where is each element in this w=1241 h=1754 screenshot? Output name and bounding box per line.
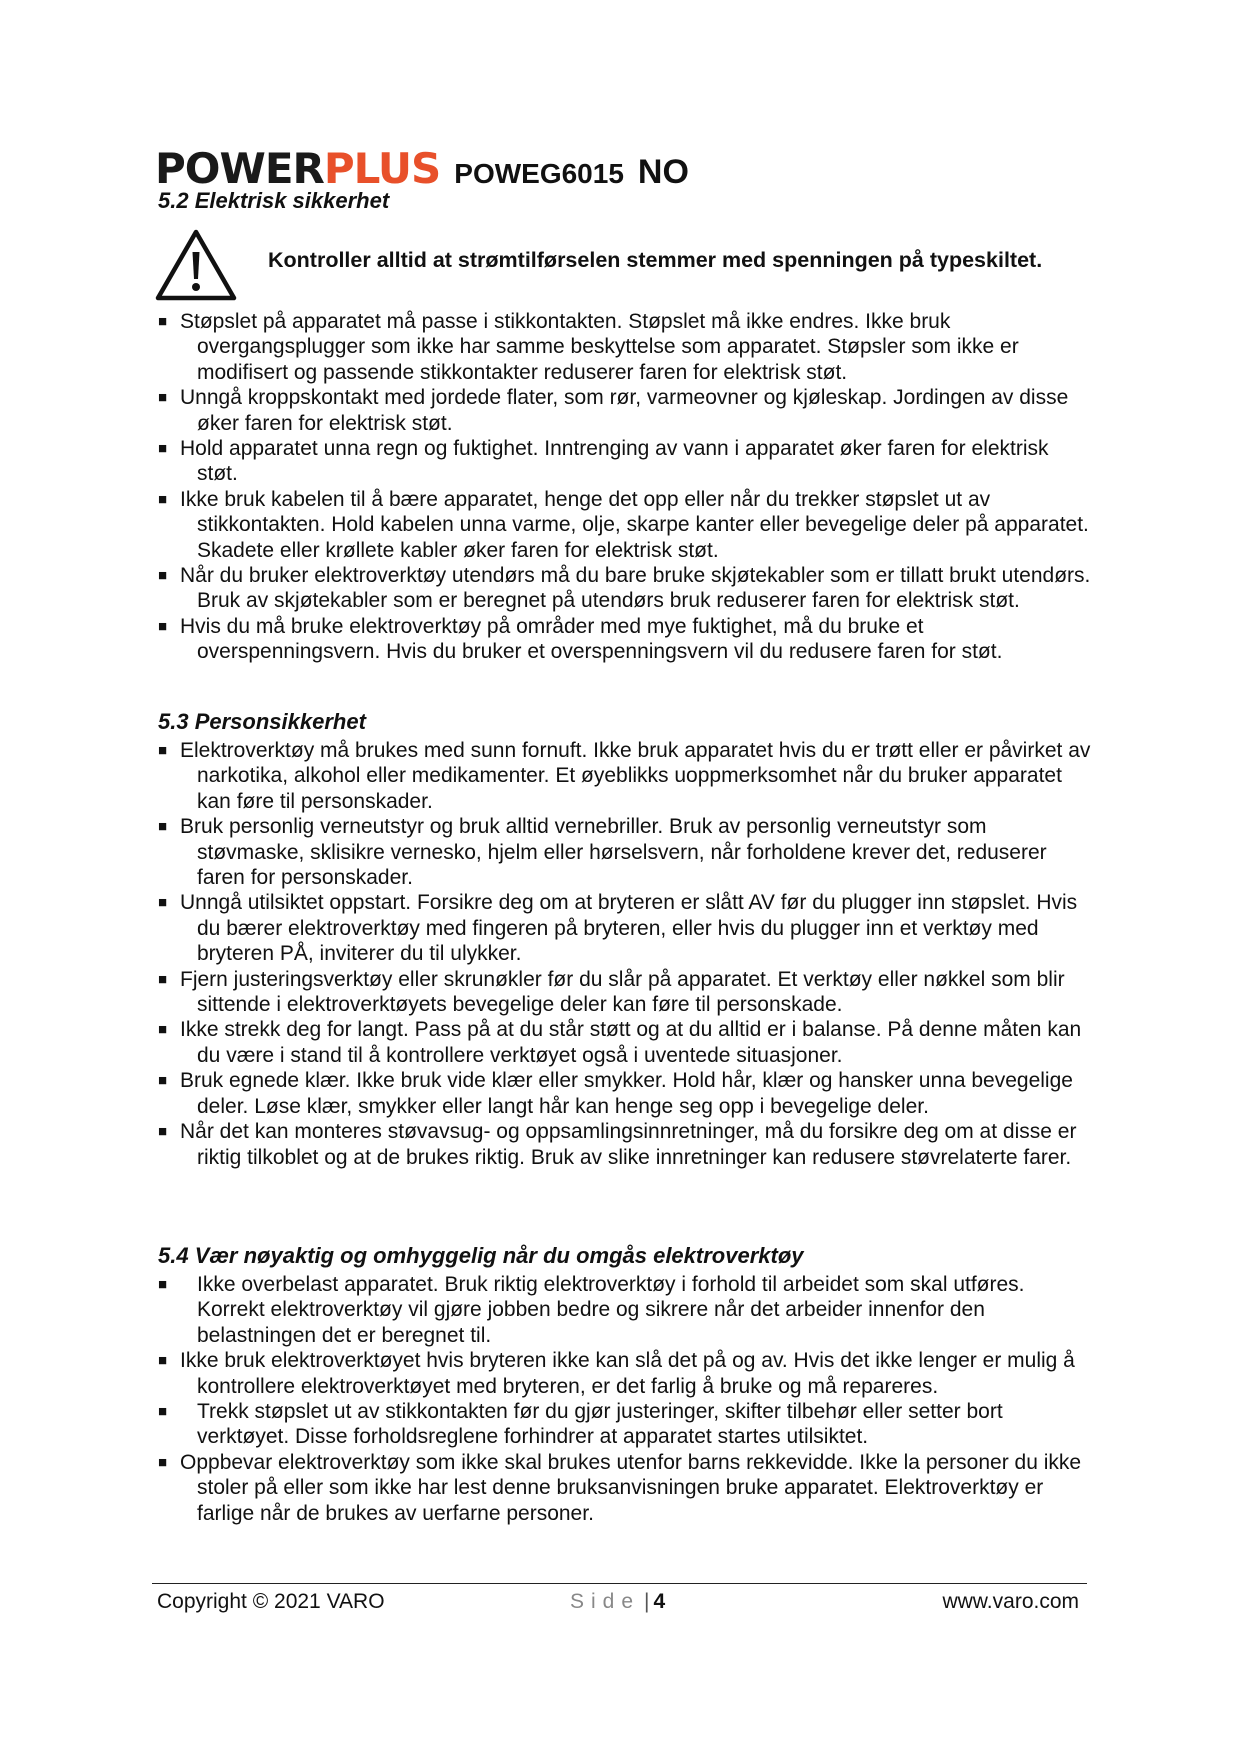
footer-copyright: Copyright © 2021 VARO <box>157 1590 385 1613</box>
list-item: ■ Når du bruker elektroverktøy utendørs må du bare bruke skjøtekabler som er tillatt brukt utendørs. Bruk av skjøtekabler som er beregnet på utendørs bruk reduserer faren for elektrisk støt. <box>158 564 1091 613</box>
list-item: ■ Bruk egnede klær. Ikke bruk vide klær eller smykker. Hold hår, klær og hansker unna bevegelige deler. Løse klær, smykker eller langt hår kan henge seg opp i bevegelige deler. <box>158 1069 1073 1118</box>
logo-plus-text: PLUS <box>323 144 441 193</box>
bullet-square-icon: ■ <box>158 742 168 759</box>
footer-page-indicator <box>570 1590 665 1614</box>
list-item: ■ Hold apparatet unna regn og fuktighet. Inntrenging av vann i apparatet øker faren for elektrisk støt. <box>158 437 1049 486</box>
section-title-5-4: 5.4 Vær nøyaktig og omhyggelig når du omgås elektroverktøy <box>158 1243 804 1268</box>
list-item: ■ Hvis du må bruke elektroverktøy på områder med mye fuktighet, må du bruke et overspenningsvern. Hvis du bruker et overspenningsvern vil du redusere faren for støt. <box>158 614 1003 664</box>
list-5-3 <box>0 738 1241 1170</box>
warning-triangle-icon <box>154 228 238 302</box>
section-title-5-3: 5.3 Personsikkerhet <box>158 709 366 734</box>
list-item: ■ Unngå utilsiktet oppstart. Forsikre deg om at bryteren er slått AV før du plugger inn støpslet. Hvis du bærer elektroverktøy med fingeren på bryteren, eller hvis du plugger inn et verktøy med bryteren PÅ, inviterer du til ulykker. <box>158 891 1078 966</box>
page-separator: | <box>644 1590 650 1613</box>
bullet-square-icon: ■ <box>158 894 168 912</box>
powerplus-logo <box>155 144 440 193</box>
list-item: ■ Ikke overbelast apparatet. Bruk riktig elektroverktøy i forhold til arbeidet som skal utføres. Korrekt elektroverktøy vil gjøre jobben bedre og sikrere når det arbeider innenfor den belastningen det er beregnet til. <box>158 1273 1025 1347</box>
footer-website: www.varo.com <box>942 1590 1079 1613</box>
bullet-square-icon: ■ <box>158 1021 168 1039</box>
list-item: ■ Støpslet på apparatet må passe i stikkontakten. Støpslet må ikke endres. Ikke bruk overgangsplugger som ikke har samme beskyttelse som apparatet. Støpsler som ikke er modifisert og passende stikkontakter reduserer faren for elektrisk støt. <box>158 310 1019 384</box>
bullet-square-icon: ■ <box>158 818 168 836</box>
list-item: ■ Ikke strekk deg for langt. Pass på at du står støtt og at du alltid er i balanse. På denne måten kan du være i stand til å kontrollere verktøyet også i uventede situasjoner. <box>158 1018 1082 1067</box>
bullet-square-icon: ■ <box>158 1453 168 1471</box>
section-title-5-2: 5.2 Elektrisk sikkerhet <box>158 188 390 213</box>
list-item: ■ Oppbevar elektroverktøy som ikke skal brukes utenfor barns rekkevidde. Ikke la personer du ikke stoler på eller som ikke har lest denne bruksanvisningen bruke apparatet. Elektroverktøy er farlige når de brukes av uerfarne personer. <box>158 1450 1082 1525</box>
page-label: Side <box>570 1590 641 1613</box>
bullet-square-icon: ■ <box>158 617 168 635</box>
list-item: ■ Trekk støpslet ut av stikkontakten før du gjør justeringer, skifter tilbehør eller setter bort verktøyet. Disse forholdsreglene forhindrer at apparatet startes utilsiktet. <box>158 1400 1003 1449</box>
list-5-2 <box>0 309 1241 665</box>
page-number: 4 <box>653 1590 666 1613</box>
bullet-square-icon: ■ <box>158 313 168 330</box>
list-5-4 <box>0 1272 1241 1526</box>
bullet-square-icon: ■ <box>158 970 168 988</box>
bullet-square-icon: ■ <box>158 1403 168 1421</box>
list-item: ■ Unngå kroppskontakt med jordede flater, som rør, varmeovner og kjøleskap. Jordingen av disse øker faren for elektrisk støt. <box>158 386 1069 435</box>
bullet-square-icon: ■ <box>158 1072 168 1090</box>
model-number: POWEG6015 <box>454 158 624 189</box>
list-item: ■ Når det kan monteres støvavsug- og oppsamlingsinnretninger, må du forsikre deg om at disse er riktig tilkoblet og at de brukes riktig. Bruk av slike innretninger kan redusere støvrelaterte farer. <box>158 1120 1077 1169</box>
bullet-square-icon: ■ <box>158 490 168 508</box>
list-item: ■ Ikke bruk elektroverktøyet hvis bryteren ikke kan slå det på og av. Hvis det ikke lenger er mulig å kontrollere elektroverktøyet med bryteren, er det farlig å bruke og må repareres. <box>158 1349 1075 1398</box>
bullet-square-icon: ■ <box>158 1123 168 1141</box>
logo-power-text: POWER <box>155 144 324 193</box>
bullet-square-icon: ■ <box>158 567 168 585</box>
list-item: ■ Fjern justeringsverktøy eller skrunøkler før du slår på apparatet. Et verktøy eller nøkkel som blir sittende i elektroverktøyets bevegelige deler kan føre til personskade. <box>158 967 1065 1017</box>
list-item: ■ Elektroverktøy må brukes med sunn fornuft. Ikke bruk apparatet hvis du er trøtt eller er påvirket av narkotika, alkohol eller medikamenter. Et øyeblikks uoppmerksomhet når du bruker apparatet kan føre til personskader. <box>158 739 1091 813</box>
bullet-square-icon: ■ <box>158 440 168 458</box>
warning-text: Kontroller alltid at strømtilførselen stemmer med spenningen på typeskiltet. <box>268 248 1043 272</box>
bullet-square-icon: ■ <box>158 1276 168 1293</box>
list-item: ■ Ikke bruk kabelen til å bære apparatet, henge det opp eller når du trekker støpslet ut av stikkontakten. Hold kabelen unna varme, olje, skarpe kanter eller bevegelige deler på apparatet. Skadete eller krøllete kabler øker faren for elektrisk støt. <box>158 487 1089 562</box>
language-code: NO <box>637 153 689 191</box>
list-item: ■ Bruk personlig verneutstyr og bruk alltid vernebriller. Bruk av personlig verneutstyr som støvmaske, sklisikre vernesko, hjelm eller hørselsvern, når forholdene krever det, reduserer faren for personskader. <box>158 815 1047 890</box>
bullet-square-icon: ■ <box>158 1352 168 1370</box>
bullet-square-icon: ■ <box>158 389 168 407</box>
footer-divider <box>152 1583 1087 1584</box>
